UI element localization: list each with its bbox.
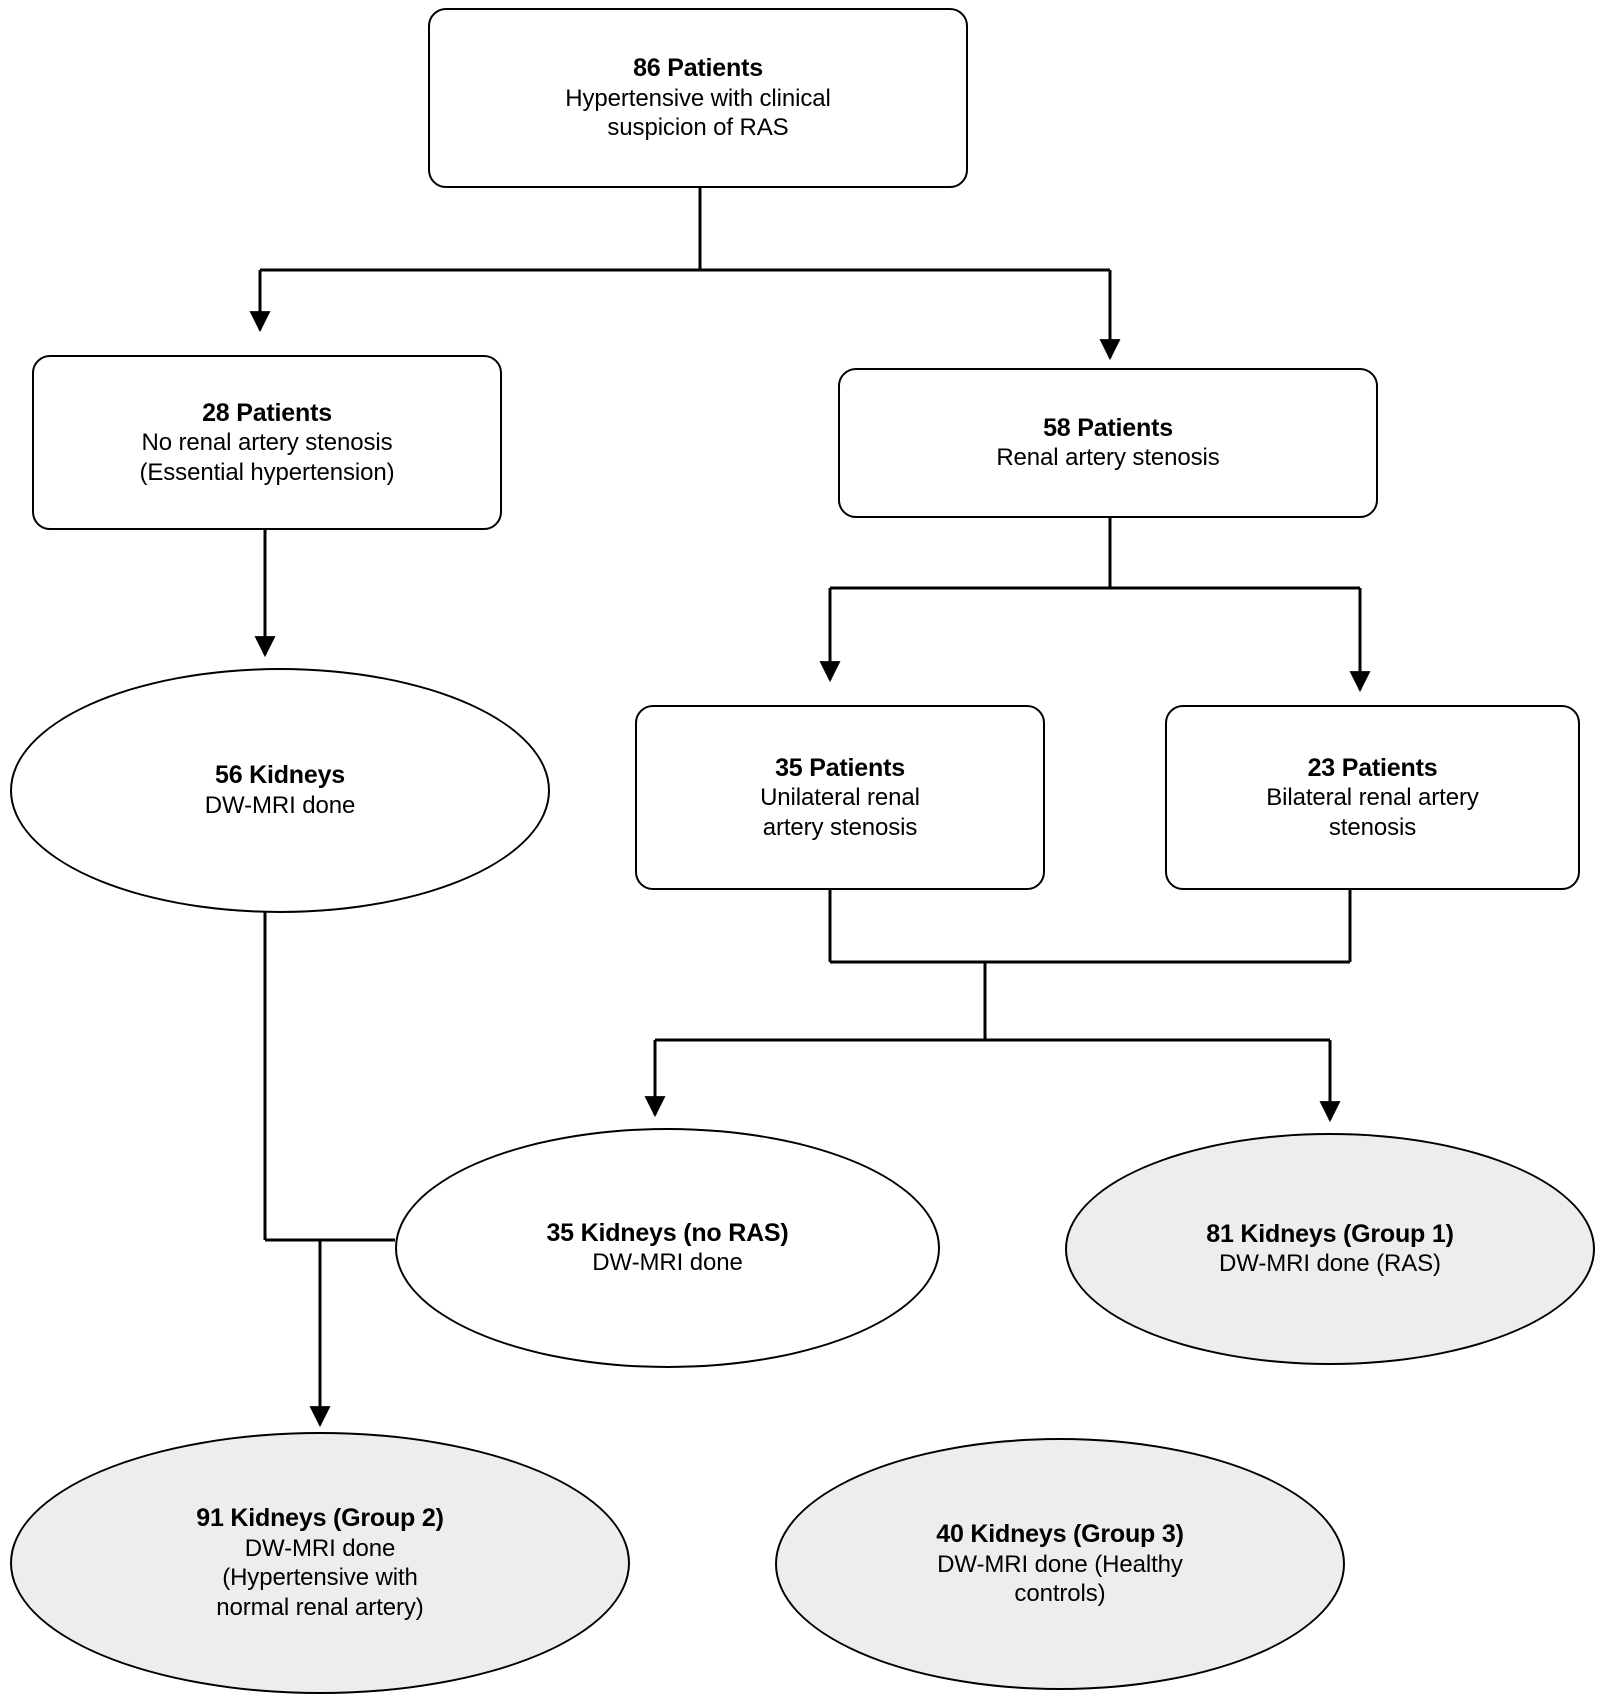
node-86-patients[interactable] [428, 8, 968, 188]
node-subtitle: Bilateral renal artery stenosis [1266, 784, 1479, 841]
node-subtitle: DW-MRI done (Hypertensive with normal renal artery) [216, 1534, 424, 1622]
node-subtitle: Unilateral renal artery stenosis [760, 784, 920, 841]
node-title: 35 Patients [775, 753, 905, 782]
node-title: 86 Patients [633, 54, 763, 82]
node-35-kidneys-no-ras[interactable] [395, 1128, 940, 1368]
node-56-kidneys[interactable] [10, 668, 550, 913]
node-subtitle: No renal artery stenosis (Essential hypertension) [139, 429, 395, 486]
node-23-patients-bilateral[interactable] [1165, 705, 1580, 890]
node-title: 58 Patients [1043, 413, 1173, 442]
node-subtitle: DW-MRI done (RAS) [1219, 1250, 1441, 1278]
node-subtitle: DW-MRI done [204, 791, 356, 819]
node-subtitle: Renal artery stenosis [996, 444, 1220, 472]
node-28-patients[interactable] [32, 355, 502, 530]
node-title: 81 Kidneys (Group 1) [1206, 1219, 1454, 1248]
node-subtitle: DW-MRI done (Healthy controls) [937, 1550, 1183, 1608]
node-title: 40 Kidneys (Group 3) [936, 1520, 1184, 1548]
node-title: 91 Kidneys (Group 2) [196, 1504, 444, 1533]
node-title: 28 Patients [202, 398, 332, 427]
node-subtitle: Hypertensive with clinical suspicion of RAS [565, 84, 831, 142]
node-81-kidneys-group-1[interactable] [1065, 1133, 1595, 1365]
node-58-patients[interactable] [838, 368, 1378, 518]
node-40-kidneys-group-3[interactable] [775, 1438, 1345, 1690]
node-subtitle: DW-MRI done [592, 1249, 743, 1277]
node-91-kidneys-group-2[interactable] [10, 1432, 630, 1694]
node-35-patients-unilateral[interactable] [635, 705, 1045, 890]
node-title: 23 Patients [1307, 753, 1438, 782]
node-title: 35 Kidneys (no RAS) [546, 1218, 789, 1247]
node-title: 56 Kidneys [214, 761, 345, 790]
